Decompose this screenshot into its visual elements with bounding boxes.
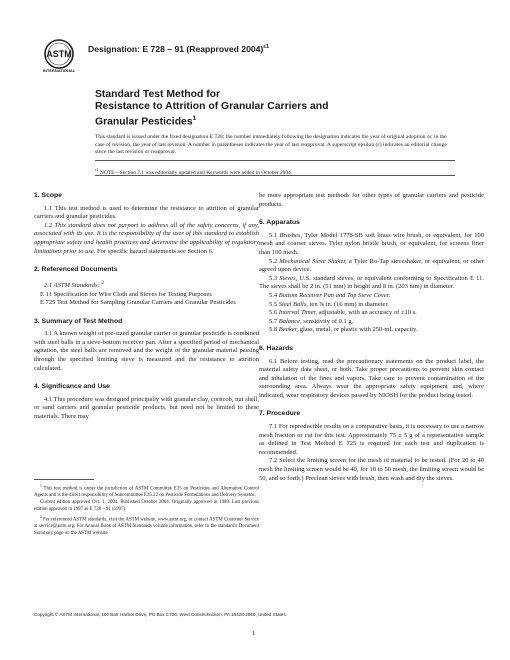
epsilon-mark: ε1 [263, 44, 269, 51]
logo-text: ASTM [46, 49, 72, 59]
paragraph-7-2: 7.2 Select the limiting screen for the mesh of material to be tested. (For 20 to 40 mesh the limiting screen would be 40, for 18 to 50 mesh, the limiting screen would be 50, and so forth.) Preclean sieves with brush, then wash and dry the sieves. [259, 457, 484, 482]
left-column [34, 192, 259, 422]
footnote-1: $^1$ This test method is under the jurisdiction of ASTM Committee E35 on Pesticides and Alternative Control Agents and is the direct responsibility of Subcommittee E35.22 on Pesticide Formulations and Delivery Systems. [34, 484, 259, 499]
apparatus-item: 5.7 Balance, sensitivity of 0.1 g. [269, 317, 354, 325]
apparatus-item: 5.4 Bottom Receiver Pan and Top Sieve Cover. [269, 291, 391, 299]
footnote-2: $^2$ For referenced ASTM standards, visit the ASTM website, www.astm.org, or contact ASTM Customer Service at service@astm.org. For Annual Book of ASTM Standards volume information, refer to the standard's Document Summary page on the ASTM website. [34, 515, 259, 536]
apparatus-item: 5.8 Beaker, glass, metal, or plastic with 250-mL capacity. [269, 326, 418, 334]
footnote-1b: Current edition approved Oct. 1, 2004. Published October 2004. Originally approved in 1980. Last previous edition approved in 1997 as E 728 – 91 (1997). [34, 500, 259, 512]
apparatus-item: 5.1 Brushes, Tyler Model 1778-SB soft brass wire brush, or equivalent, for 100 mesh and coarser sieves. Tyler nylon bristle brush, or equivalent, for screens finer than 100 mesh. [259, 231, 485, 256]
section-heading-hazards: 6. Hazards [259, 344, 294, 352]
title-footnote-ref: 1 [192, 116, 196, 123]
designation [88, 44, 269, 54]
reference-e725: E 725 Test Method for Sampling Granular Carriers and Granular Pesticides [40, 299, 236, 307]
footnote-divider [34, 479, 94, 480]
reference-e11: E 11 Specification for Wire Cloth and Sieves for Testing Purposes [40, 290, 212, 298]
apparatus-item: 5.3 Sieves, U.S. standard sieves, or equivalent conforming to Specification E 11. The sieves shall be 2 in. (51 mm) in height and 8 in. (203 mm) in diameter. [259, 274, 484, 291]
issuance-notice: This standard is issued under the fixed designation E 728; the number immediately following the designation indicates the year of original adoption or, in the case of revision, the year of last revision. A number in parentheses indicates the year of last reapproval. A superscript epsilon (ε) indicates an editorial change since the last revision or reapproval. [95, 134, 447, 156]
designation-text: Designation: E 728 – 91 (Reapproved 2004) [88, 44, 264, 54]
title-line-2: Resistance to Attrition of Granular Carriers and [95, 101, 329, 113]
section-heading-summary: 3. Summary of Test Method [34, 317, 123, 325]
logo-subtext: INTERNATIONAL [42, 68, 76, 73]
section-heading-scope: 1. Scope [34, 192, 62, 199]
apparatus-item: 5.2 Mechanical Sieve Shaker, a Tyler Ro-Tap sieveshaker, or equivalent, or other agreed upon device. [259, 257, 484, 274]
paragraph-3-1: 3.1 A known weight of pre-sized granular carrier or granular pesticide is combined with steel balls in a sieve-bottom receiver pan. After a specified period of mechanical agitation, the steel balls are removed and the weight of the granular material passing through the specified limiting sieve is measured and the resistance to attrition calculated. [34, 330, 259, 372]
divider [95, 160, 455, 161]
paragraph-1-1: 1.1 This test method is used to determine the resistance to attrition of granular carriers and granular pesticides. [34, 204, 259, 221]
section-heading-procedure: 7. Procedure [259, 410, 301, 418]
page-number: 1 [252, 630, 256, 637]
astm-logo-icon [39, 38, 79, 74]
right-column [259, 192, 484, 483]
section-heading-referenced-documents: 2. Referenced Documents [34, 266, 118, 274]
paragraph-4-1: 4.1 This procedure was designed principally with granular clay, corncob, nut shell, or sand carriers and granular pesticide products, but need not be limited to these materials. There may [34, 395, 259, 421]
section-heading-apparatus: 5. Apparatus [259, 219, 300, 227]
paragraph-6-1: 6.1 Before testing, read the precautionary statements on the product label, the material safety data sheet, or both. Take proper precautions to prevent skin contact and inhalation of the fines and vapors. Take care to prevent contamination of the surrounding area. Always wear the appropriate safety equipment and, where indicated, wear respiratory devices passed by NIOSH for the product being tested. [259, 357, 484, 399]
apparatus-item: 5.6 Interval Timer, adjustable, with an accuracy of ±10 s. [269, 309, 417, 317]
paragraph-4-1-continued: be more appropriate test methods for other types of granular carriers and pesticide products. [259, 192, 484, 208]
paragraph-7-1: 7.1 For reproducible results on a comparative basis, it is necessary to use a narrow mesh fraction or cut for this test. Approximately 75 ± 5 g of a representative sample as defined in Test Method E 725 is required for each test and duplication is recommended. [259, 423, 484, 456]
title-line-1: Standard Test Method for [95, 89, 221, 100]
section-heading-significance: 4. Significance and Use [34, 383, 110, 391]
epsilon-note: $^{\varepsilon 1}$ NOTE—Section 7.1 was editorially updated and Keywords were added in October 2004. [95, 167, 293, 176]
document-title [95, 89, 475, 129]
apparatus-item: 5.5 Steel Balls, ten ⅝ in. (16 mm) in diameter. [269, 300, 389, 308]
divider [95, 175, 455, 176]
paragraph-1-2: 1.2 This standard does not purport to address all of the safety concerns, if any, associated with its use. It is the responsibility of the user of this standard to establish appropriate safety and health practices and determine the applicability of regulatory limitations prior to use. For specific hazard statements see Section 6. [34, 221, 259, 255]
footnotes [34, 483, 259, 538]
title-line-3: Granular Pesticides$^1$ [95, 116, 196, 128]
copyright-line: Copyright © ASTM International, 100 Barr Harbor Drive, PO Box C700, West Conshohocken, PA 19428-2959, United States. [34, 612, 287, 617]
paragraph-2-1: 2.1 ASTM Standards: $^2$ [44, 279, 105, 289]
